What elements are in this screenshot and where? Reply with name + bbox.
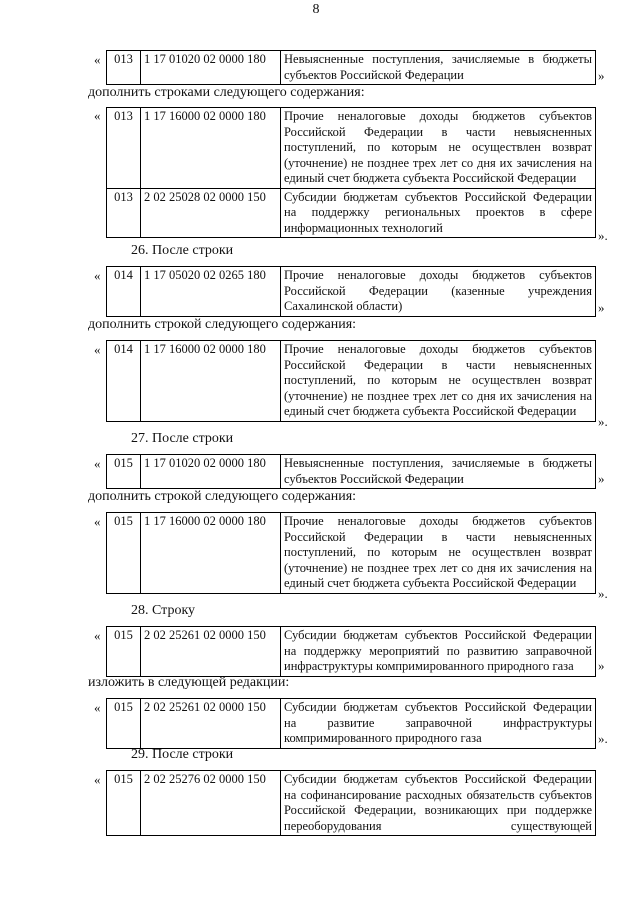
section-heading-26: 26. После строки <box>131 243 234 258</box>
amendment-statement: изложить в следующей редакции: <box>88 675 290 690</box>
section-heading-29: 29. После строки <box>131 747 234 762</box>
code-admin: 013 <box>107 188 141 238</box>
table-row-to-replace <box>106 626 596 677</box>
open-quote: « <box>94 108 101 123</box>
amendment-statement: дополнить строкой следующего содержания: <box>88 489 357 504</box>
table-existing-row-25276 <box>106 770 596 836</box>
amendment-statement: дополнить строкой следующего содержания: <box>88 317 357 332</box>
close-quote: ». <box>598 414 608 429</box>
code-budget: 2 02 25261 02 0000 150 <box>141 627 281 677</box>
table-new-row-014 <box>106 340 596 422</box>
code-budget: 1 17 16000 02 0000 180 <box>141 341 281 422</box>
close-quote: ». <box>598 731 608 746</box>
table-existing-row-015 <box>106 454 596 489</box>
income-name: Невыясненные поступления, зачисляемые в бюджеты субъектов Российской Федерации <box>281 51 596 85</box>
income-name: Субсидии бюджетам субъектов Российской Федерации на софинансирование расходных обязательств субъектов Российской Федерации, возникающих при поддержке переоборудования существующей <box>281 771 596 836</box>
table-row <box>107 188 596 238</box>
open-quote: « <box>94 268 101 283</box>
code-admin: 013 <box>107 51 141 85</box>
table-row <box>107 699 596 749</box>
income-name: Невыясненные поступления, зачисляемые в бюджеты субъектов Российской Федерации <box>281 455 596 489</box>
table-row <box>107 771 596 836</box>
code-budget: 1 17 01020 02 0000 180 <box>141 51 281 85</box>
income-name: Прочие неналоговые доходы бюджетов субъектов Российской Федерации в части невыясненных поступлений, по которым не осуществлен возврат (уточнение) не позднее трех лет со дня их зачисления на единый счет бюджета субъекта Российской Федерации <box>281 108 596 189</box>
code-admin: 013 <box>107 108 141 189</box>
code-admin: 014 <box>107 267 141 317</box>
code-admin: 015 <box>107 699 141 749</box>
table-new-row-015 <box>106 512 596 594</box>
code-admin: 015 <box>107 513 141 594</box>
section-heading-27: 27. После строки <box>131 431 234 446</box>
income-name: Прочие неналоговые доходы бюджетов субъектов Российской Федерации в части невыясненных поступлений, по которым не осуществлен возврат (уточнение) не позднее трех лет со дня их зачисления на единый счет бюджета субъекта Российской Федерации <box>281 341 596 422</box>
open-quote: « <box>94 628 101 643</box>
amendment-statement: дополнить строками следующего содержания: <box>88 85 365 100</box>
income-name: Прочие неналоговые доходы бюджетов субъектов Российской Федерации (казенные учреждения Сахалинской области) <box>281 267 596 317</box>
close-quote: ». <box>598 586 608 601</box>
table-existing-row-013 <box>106 50 596 85</box>
table-row <box>107 455 596 489</box>
code-admin: 014 <box>107 341 141 422</box>
code-admin: 015 <box>107 455 141 489</box>
table-new-rows-013 <box>106 107 596 238</box>
income-name: Субсидии бюджетам субъектов Российской Федерации на развитие заправочной инфраструктуры компримированного природного газа <box>281 699 596 749</box>
code-budget: 1 17 16000 02 0000 180 <box>141 108 281 189</box>
table-row <box>107 51 596 85</box>
table-row <box>107 108 596 189</box>
code-budget: 1 17 05020 02 0265 180 <box>141 267 281 317</box>
code-budget: 1 17 16000 02 0000 180 <box>141 513 281 594</box>
code-admin: 015 <box>107 627 141 677</box>
code-budget: 2 02 25261 02 0000 150 <box>141 699 281 749</box>
close-quote: » <box>598 471 605 486</box>
table-row <box>107 267 596 317</box>
close-quote: » <box>598 68 605 83</box>
table-row <box>107 341 596 422</box>
income-name: Субсидии бюджетам субъектов Российской Федерации на поддержку мероприятий по развитию заправочной инфраструктуры компримированного природного газа <box>281 627 596 677</box>
code-admin: 015 <box>107 771 141 836</box>
open-quote: « <box>94 514 101 529</box>
table-new-edition-row <box>106 698 596 749</box>
income-name: Прочие неналоговые доходы бюджетов субъектов Российской Федерации в части невыясненных поступлений, по которым не осуществлен возврат (уточнение) не позднее трех лет со дня их зачисления на единый счет бюджета субъекта Российской Федерации <box>281 513 596 594</box>
table-row <box>107 513 596 594</box>
open-quote: « <box>94 700 101 715</box>
page-number: 8 <box>312 2 320 17</box>
open-quote: « <box>94 772 101 787</box>
table-existing-row-014 <box>106 266 596 317</box>
open-quote: « <box>94 52 101 67</box>
open-quote: « <box>94 342 101 357</box>
table-row <box>107 627 596 677</box>
code-budget: 2 02 25028 02 0000 150 <box>141 188 281 238</box>
income-name: Субсидии бюджетам субъектов Российской Федерации на поддержку региональных проектов в сфере информационных технологий <box>281 188 596 238</box>
close-quote: » <box>598 658 605 673</box>
code-budget: 2 02 25276 02 0000 150 <box>141 771 281 836</box>
close-quote: ». <box>598 228 608 243</box>
open-quote: « <box>94 456 101 471</box>
section-heading-28: 28. Строку <box>131 603 196 618</box>
close-quote: » <box>598 300 605 315</box>
code-budget: 1 17 01020 02 0000 180 <box>141 455 281 489</box>
